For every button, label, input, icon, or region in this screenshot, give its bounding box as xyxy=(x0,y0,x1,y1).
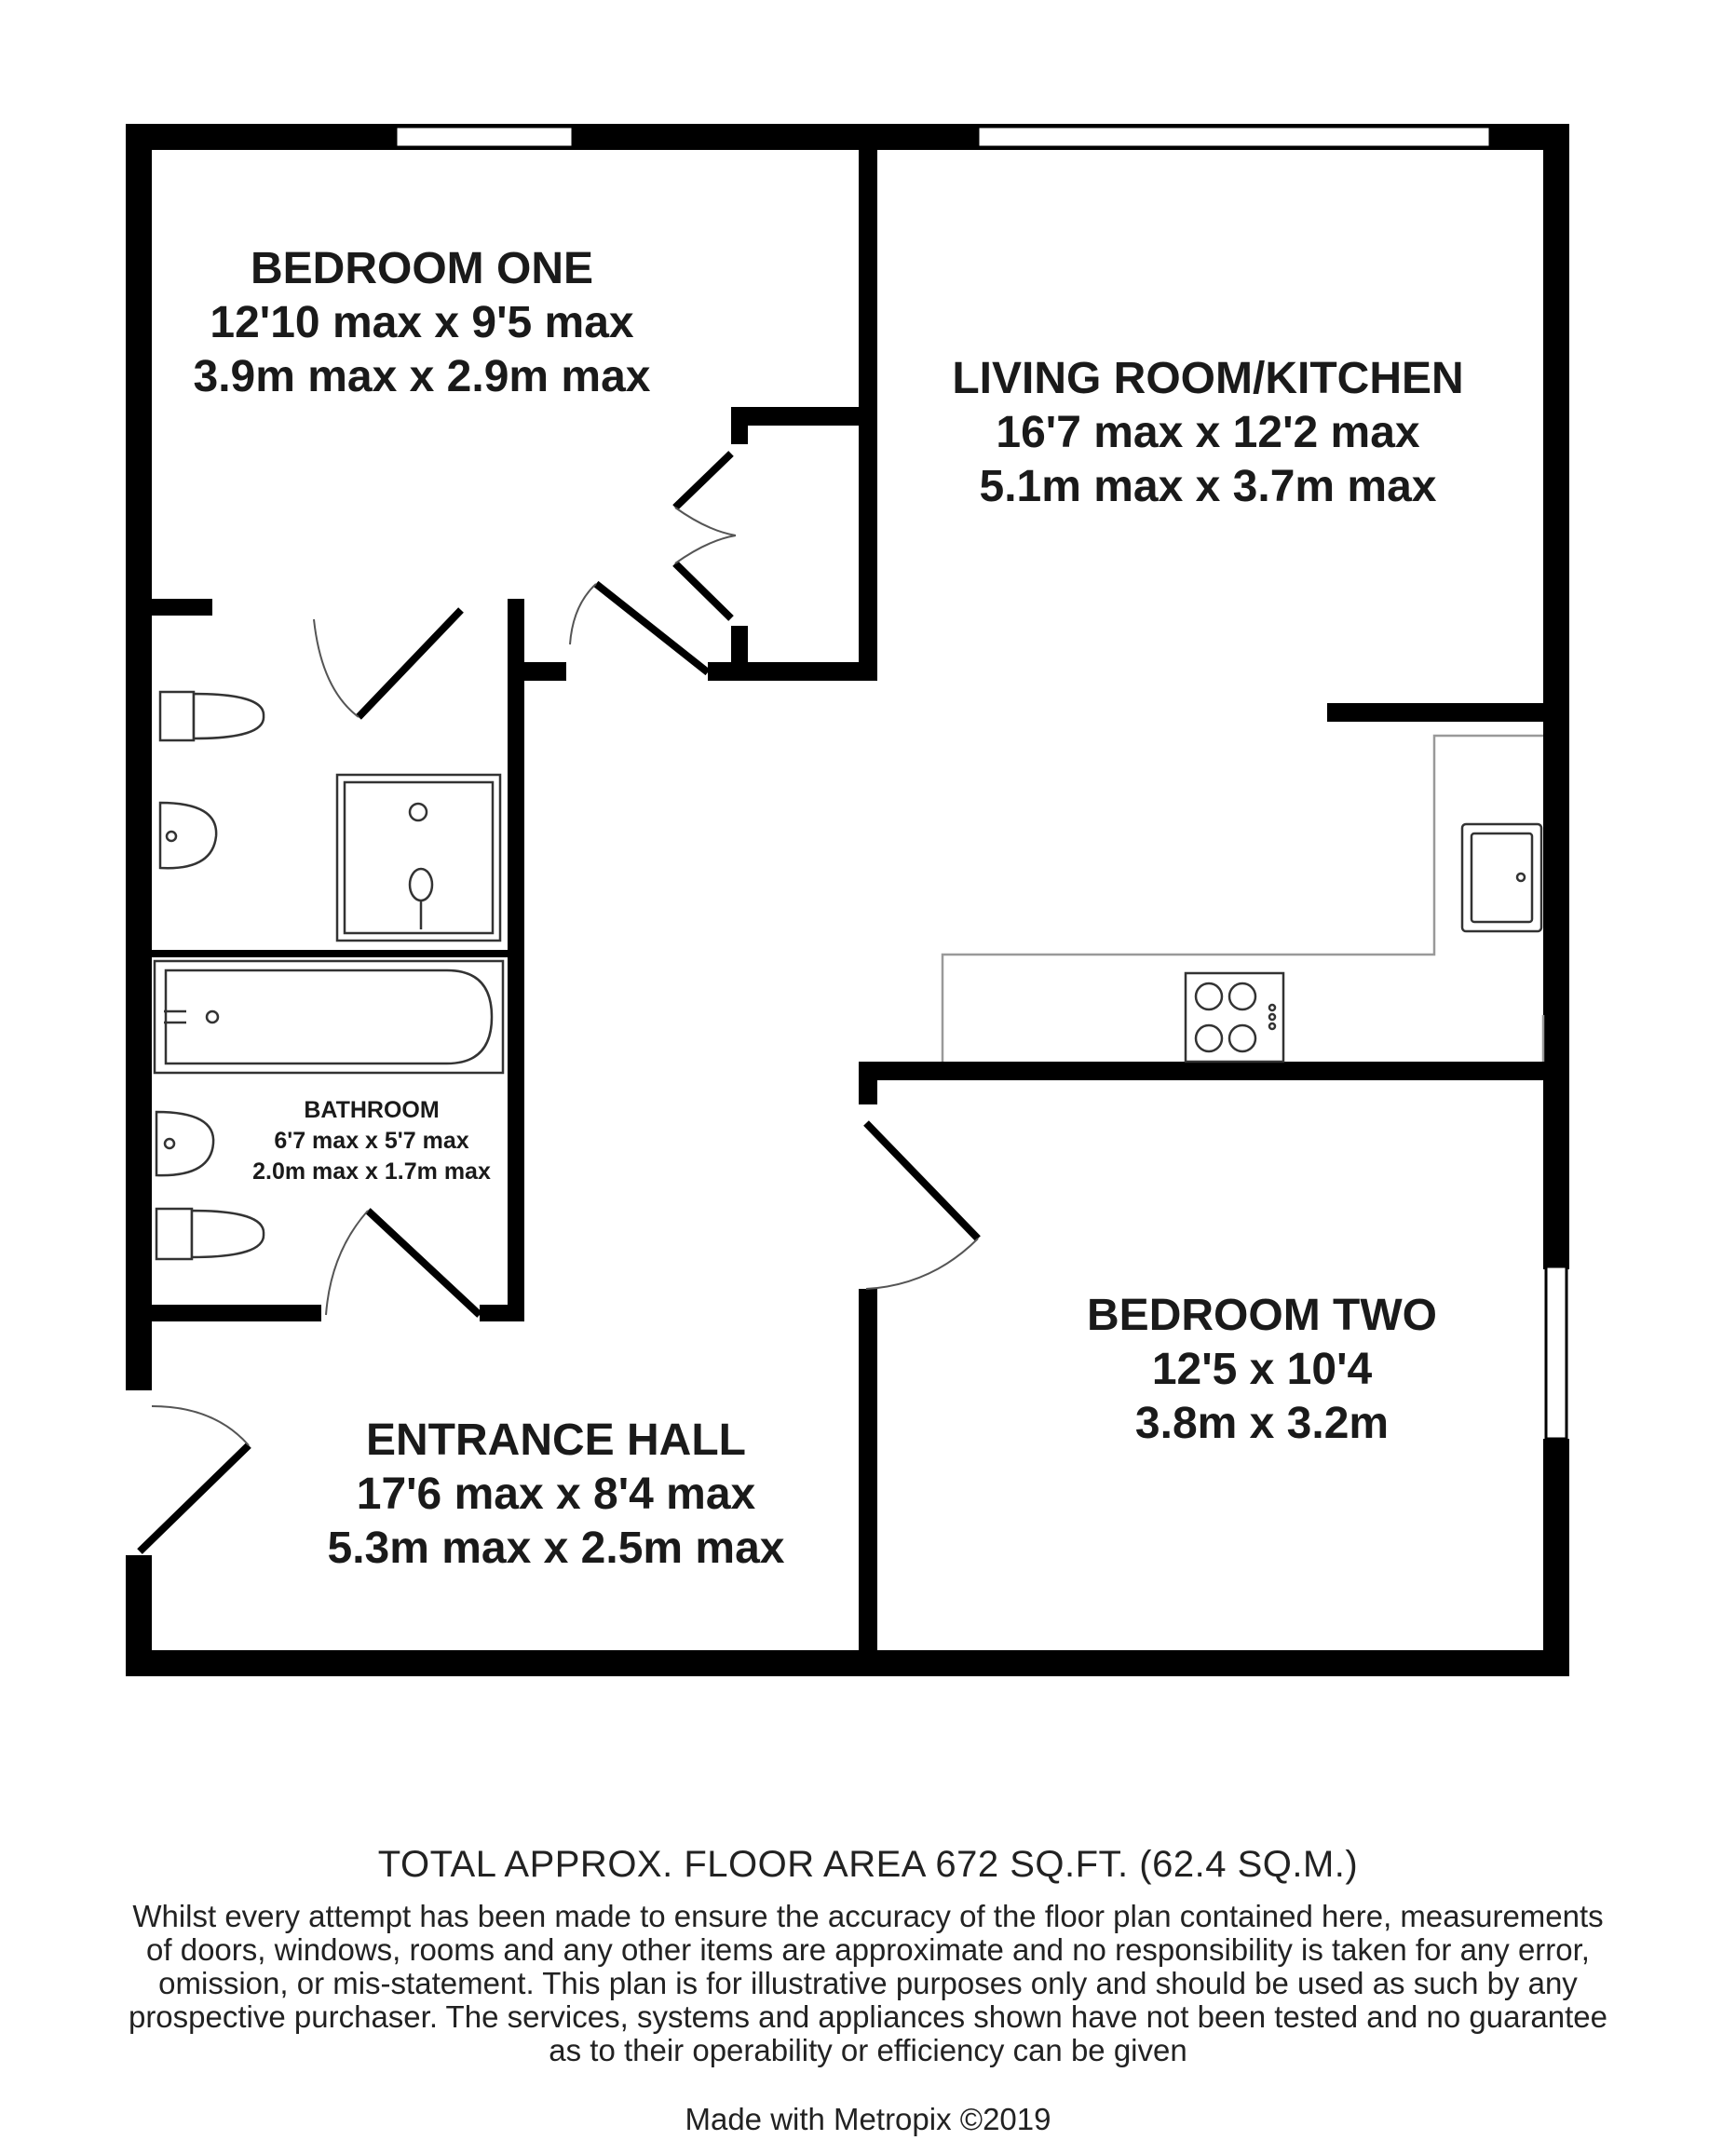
disclaimer xyxy=(0,1900,1736,2067)
room-size-imperial-bedroom-one: 12'10 max x 9'5 max xyxy=(210,298,634,347)
disclaimer-line: of doors, windows, rooms and any other items are approximate and no responsibility is taken for any error, xyxy=(146,1932,1590,1967)
door-bathroom-leaf xyxy=(359,610,461,717)
room-size-metric-living: 5.1m max x 3.7m max xyxy=(979,462,1437,511)
basin-icon xyxy=(156,1112,213,1175)
room-size-imperial-living: 16'7 max x 12'2 max xyxy=(996,408,1420,457)
room-size-metric-bedroom-two: 3.8m x 3.2m xyxy=(1134,1399,1390,1448)
room-name-bedroom-two: BEDROOM TWO xyxy=(1087,1291,1437,1340)
sink-icon xyxy=(1462,824,1541,931)
made-with-credit: Made with Metropix ©2019 xyxy=(685,2102,1051,2136)
room-size-imperial-entrance: 17'6 max x 8'4 max xyxy=(356,1470,756,1519)
door-bedroom-one-leaf xyxy=(596,584,708,672)
hob-icon xyxy=(1186,973,1283,1062)
door-cupboard-leaf-2 xyxy=(675,563,731,618)
toilet-icon xyxy=(156,1209,264,1259)
shower-tray-icon xyxy=(337,775,500,941)
window-living-room xyxy=(978,127,1490,147)
door-cupboard-leaf-1 xyxy=(675,454,731,508)
toilet-icon xyxy=(160,692,264,740)
disclaimer-line: as to their operability or efficiency can be given xyxy=(549,2033,1187,2067)
room-size-metric-bedroom-one: 3.9m max x 2.9m max xyxy=(193,352,651,401)
total-floor-area: TOTAL APPROX. FLOOR AREA 672 SQ.FT. (62.4 SQ.M.) xyxy=(377,1844,1359,1885)
room-size-imperial-bedroom-two: 12'5 x 10'4 xyxy=(1151,1345,1373,1394)
room-size-metric-bathroom: 2.0m max x 1.7m max xyxy=(252,1158,491,1185)
disclaimer-line: prospective purchaser. The services, systems and appliances shown have not been tested and no guarantee xyxy=(128,1999,1608,2034)
door-entrance-leaf xyxy=(140,1445,249,1551)
room-size-metric-entrance: 5.3m max x 2.5m max xyxy=(327,1524,785,1573)
room-size-imperial-bathroom: 6'7 max x 5'7 max xyxy=(274,1128,469,1154)
room-name-living: LIVING ROOM/KITCHEN xyxy=(952,354,1464,403)
disclaimer-line: omission, or mis-statement. This plan is for illustrative purposes only and should be used as such by any xyxy=(158,1966,1578,2000)
room-name-bathroom: BATHROOM xyxy=(304,1097,440,1123)
bath-icon xyxy=(155,961,503,1073)
door-ensuite-leaf xyxy=(368,1211,480,1315)
basin-icon xyxy=(160,803,216,868)
window-bedroom-two xyxy=(1546,1267,1566,1439)
room-name-bedroom-one: BEDROOM ONE xyxy=(250,244,594,293)
disclaimer-line: Whilst every attempt has been made to ensure the accuracy of the floor plan contained here, measurements xyxy=(132,1899,1604,1933)
window-bedroom-one xyxy=(396,127,573,147)
room-name-entrance: ENTRANCE HALL xyxy=(366,1416,746,1465)
door-bedroom-two-leaf xyxy=(866,1123,978,1239)
kitchen xyxy=(943,736,1543,1062)
